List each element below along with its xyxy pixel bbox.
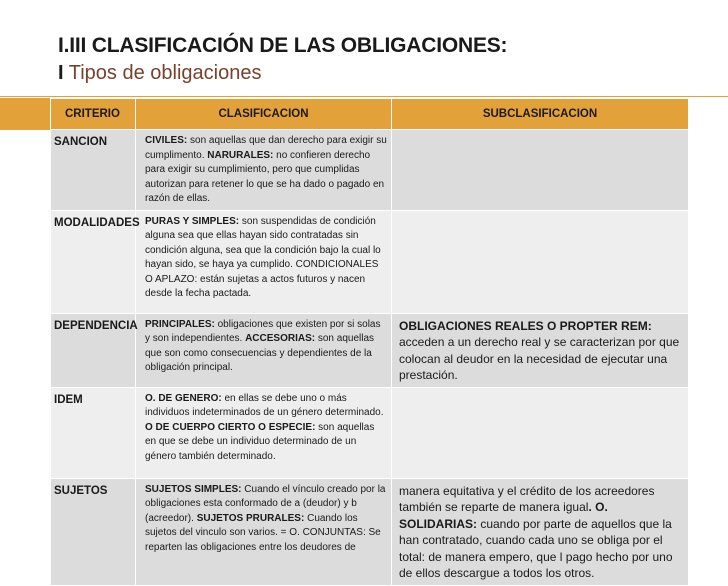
bold-term: O. DE GENERO: xyxy=(145,392,222,404)
bold-term: ACCESORIAS: xyxy=(245,333,316,344)
header-clasificacion: CLASIFICACION xyxy=(136,99,392,130)
bold-term: . O. SOLIDARIAS: xyxy=(399,500,608,531)
text-run: son aquellas en que se debe un individuo determinado de un género también determinado. xyxy=(145,421,375,462)
cell-subclasificacion xyxy=(392,210,689,313)
bold-term: O DE CUERPO CIERTO O ESPECIE: xyxy=(145,421,316,433)
text-run: no confieren derecho para exigir su cumplimiento, pero que cumplidas autorizan para retener lo que se ha dado o pagado en razón de ellas. xyxy=(145,149,385,204)
text-run: en ellas se debe uno o más individuos indeterminados de un género determinado. xyxy=(145,392,384,418)
table-row xyxy=(51,313,689,387)
cell-subclasificacion xyxy=(392,313,689,387)
text-run: son suspendidas de condición alguna sea que ellas hayan sido contratadas sin condición alguna, sea que la condición bajo la cual lo hayan sido, se haya ya cumplido. CONDICIONALES O APLAZO: están sujetas a actos futuros y nacen desde la fecha pactada. xyxy=(145,215,381,299)
table-row xyxy=(51,130,689,211)
bold-term: PURAS Y SIMPLES: xyxy=(145,215,240,227)
header-accent-line xyxy=(0,96,728,97)
header-accent-block xyxy=(0,98,50,130)
table-header-row xyxy=(51,99,689,130)
text-run: son aquellas que son como consecuencias y dependientes de la obligación principal. xyxy=(145,333,375,373)
cell-clasificacion xyxy=(136,387,392,478)
cell-subclasificacion xyxy=(392,478,689,585)
bold-term: NARURALES: xyxy=(207,149,274,161)
cell-criterio: MODALIDADES xyxy=(51,210,136,313)
text-run: acceden a un derecho real y se caracterizan por que colocan al deudor en la necesidad de ejecutar una prestación. xyxy=(399,335,680,382)
table-row xyxy=(51,210,689,313)
cell-criterio: SANCION xyxy=(51,130,136,211)
text-run: Cuando los sujetos del vinculo son varios. = O. CONJUNTAS: Se reparten las obligaciones entre los deudores de xyxy=(145,512,381,553)
page-subtitle xyxy=(58,62,261,85)
text-run: manera equitativa y el crédito de los acreedores también se reparte de manera igual xyxy=(399,483,655,514)
bold-term: PRINCIPALES: xyxy=(145,318,215,330)
text-run: obligaciones que existen por si solas y son independientes. xyxy=(145,318,381,344)
table-row xyxy=(51,387,689,478)
text-run: Cuando el vínculo creado por la obligaciones esta conformado de a (deudor) y b (acreedor). xyxy=(145,483,386,524)
text-run: son aquellas que dan derecho para exigir su cumplimento. xyxy=(145,135,387,161)
cell-clasificacion xyxy=(136,210,392,313)
table-row xyxy=(51,478,689,585)
bold-term: SUJETOS SIMPLES: xyxy=(145,483,242,495)
cell-clasificacion xyxy=(136,478,392,585)
cell-clasificacion xyxy=(136,130,392,211)
cell-clasificacion xyxy=(136,313,392,387)
cell-criterio: DEPENDENCIA xyxy=(51,313,136,387)
cell-subclasificacion xyxy=(392,387,689,478)
page-title: I.III CLASIFICACIÓN DE LAS OBLIGACIONES: xyxy=(58,34,508,57)
cell-criterio: SUJETOS xyxy=(51,478,136,585)
subtitle-text: Tipos de obligaciones xyxy=(68,62,262,84)
header-criterio: CRITERIO xyxy=(51,99,136,130)
subtitle-numeral: I xyxy=(58,62,64,84)
header-subclasificacion: SUBCLASIFICACION xyxy=(392,99,689,130)
cell-subclasificacion xyxy=(392,130,689,211)
cell-criterio: IDEM xyxy=(51,387,136,478)
classification-table xyxy=(50,98,689,586)
bold-term: CIVILES: xyxy=(145,135,188,146)
bold-term: OBLIGACIONES REALES O PROPTER REM: xyxy=(399,318,652,333)
bold-term: SUJETOS PRURALES: xyxy=(196,512,305,524)
text-run: cuando por parte de aquellos que la han contratado, cuando cada uno se obliga por el total: de manera empero, que l pago hecho por uno de ellos descargue a todos los otros. xyxy=(399,516,673,580)
